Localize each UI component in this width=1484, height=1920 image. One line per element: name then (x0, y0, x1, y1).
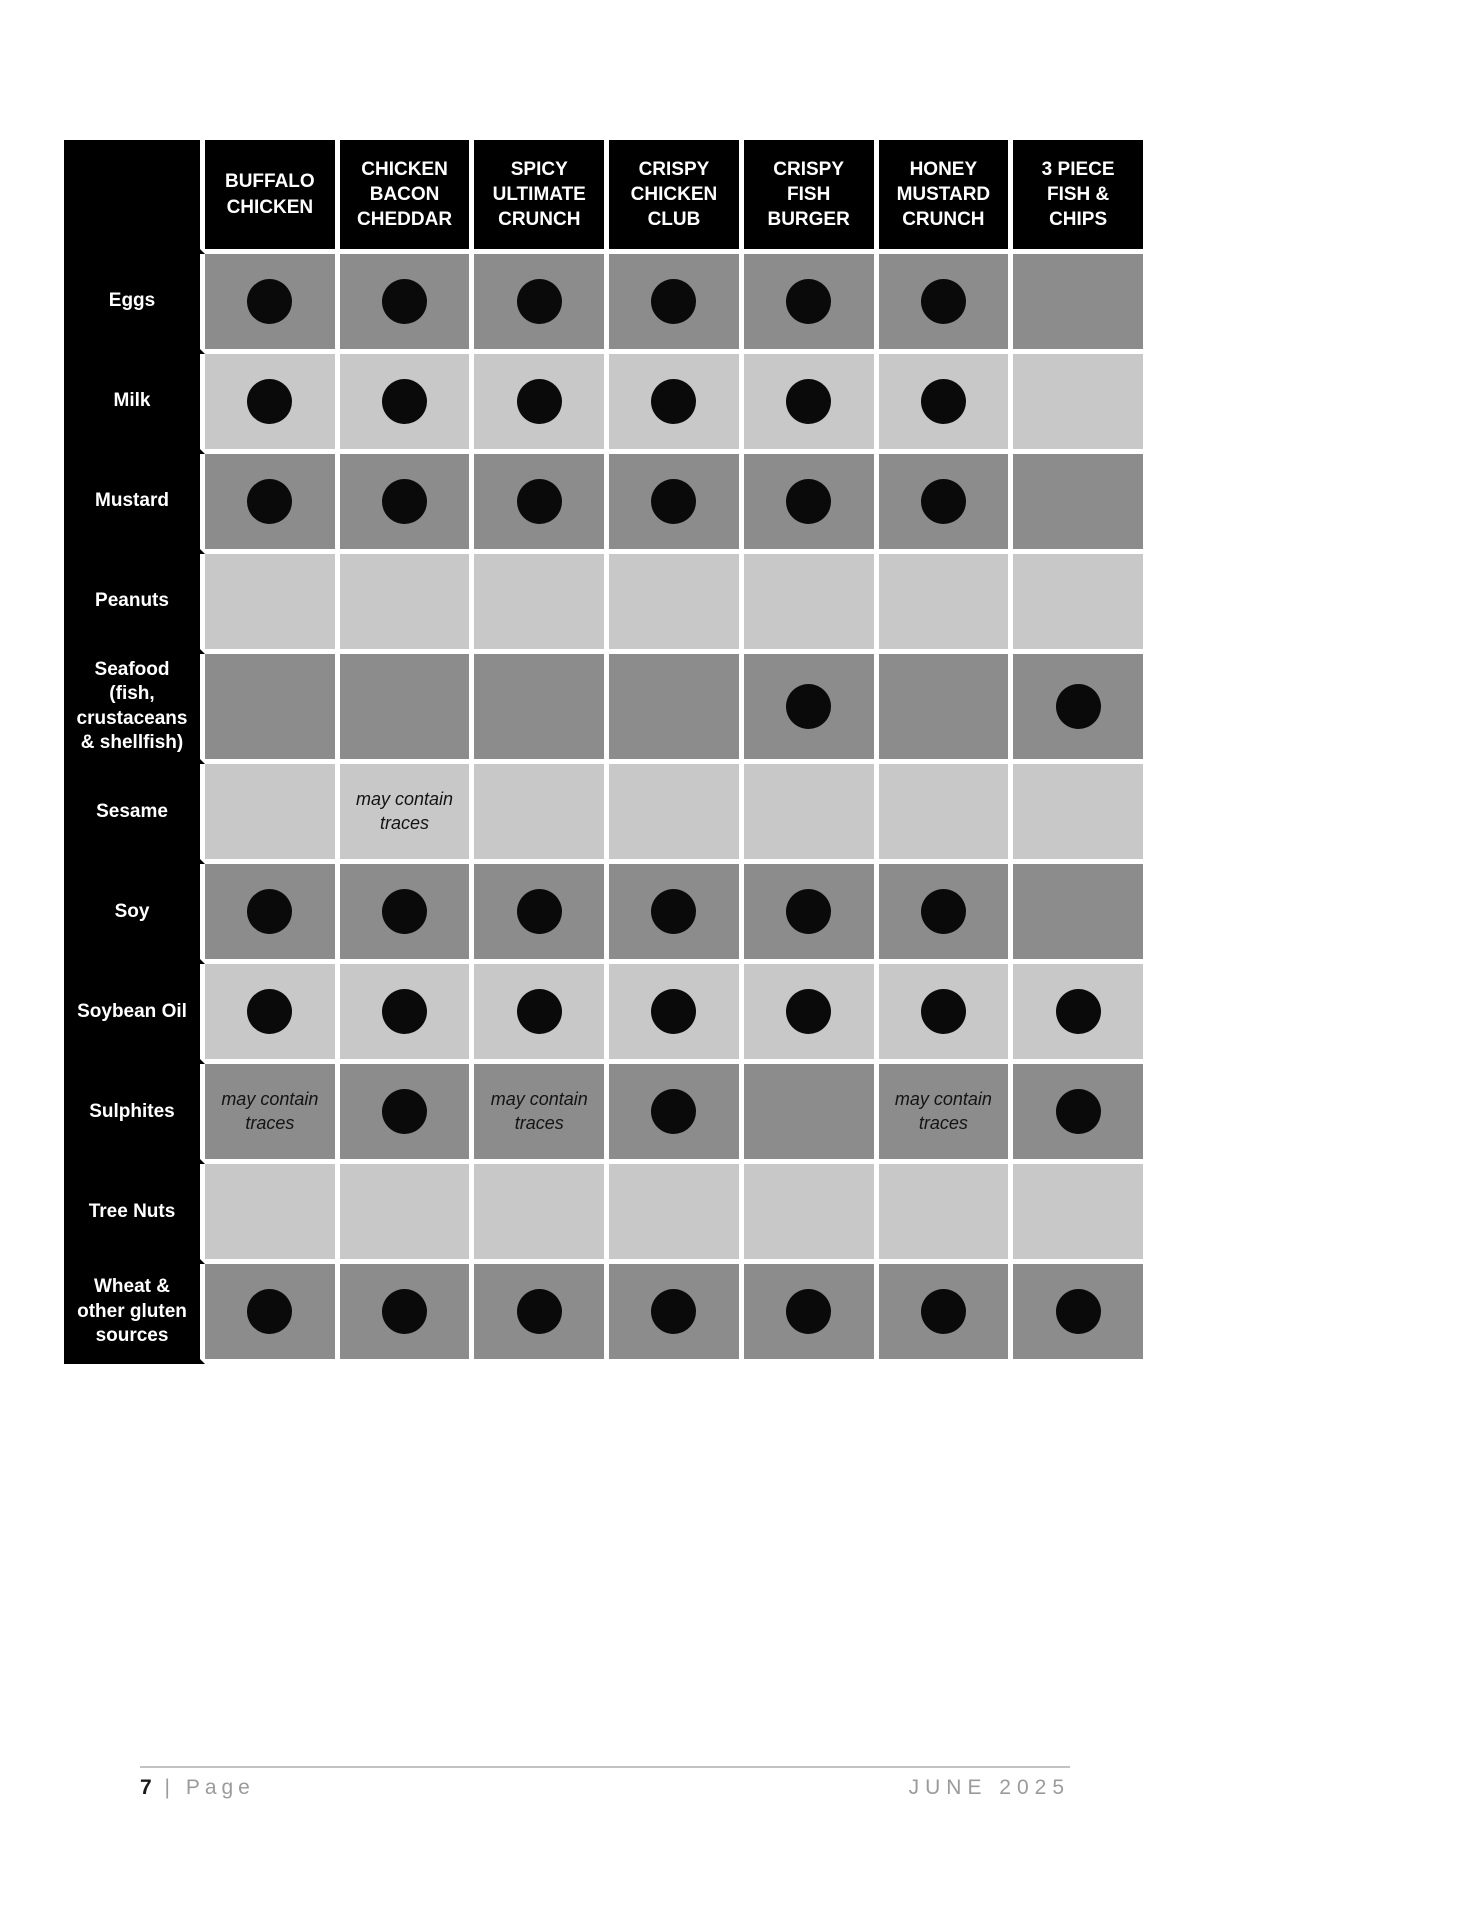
empty-cell (1013, 554, 1148, 654)
column-header: CHICKEN BACON CHEDDAR (340, 140, 475, 254)
empty-cell (744, 554, 879, 654)
allergen-dot-icon (517, 989, 562, 1034)
allergen-matrix-table (64, 140, 1148, 1364)
allergen-row (64, 254, 1148, 354)
allergen-dot-icon (517, 279, 562, 324)
allergen-dot-icon (921, 379, 966, 424)
allergen-present-cell (340, 354, 475, 454)
allergen-dot-icon (786, 889, 831, 934)
allergen-present-cell (340, 864, 475, 964)
allergen-present-cell (340, 964, 475, 1064)
empty-cell (1013, 354, 1148, 454)
header-row (64, 140, 1148, 254)
allergen-dot-icon (382, 479, 427, 524)
allergen-present-cell (609, 454, 744, 554)
allergen-dot-icon (247, 479, 292, 524)
allergen-present-cell (609, 254, 744, 354)
allergen-dot-icon (382, 379, 427, 424)
footer-date: JUNE 2025 (908, 1776, 1070, 1799)
allergen-dot-icon (247, 989, 292, 1034)
allergen-row (64, 654, 1148, 764)
column-header: CRISPY CHICKEN CLUB (609, 140, 744, 254)
allergen-dot-icon (517, 1289, 562, 1334)
allergen-present-cell (609, 964, 744, 1064)
allergen-present-cell (609, 1064, 744, 1164)
empty-cell (609, 1164, 744, 1264)
allergen-dot-icon (1056, 684, 1101, 729)
allergen-dot-icon (921, 279, 966, 324)
allergen-dot-icon (651, 889, 696, 934)
allergen-dot-icon (786, 479, 831, 524)
allergen-present-cell (1013, 964, 1148, 1064)
allergen-dot-icon (1056, 1089, 1101, 1134)
allergen-present-cell (879, 454, 1014, 554)
empty-cell (609, 654, 744, 764)
allergen-dot-icon (651, 279, 696, 324)
empty-cell (1013, 764, 1148, 864)
allergen-row (64, 964, 1148, 1064)
allergen-present-cell (205, 864, 340, 964)
allergen-dot-icon (786, 989, 831, 1034)
allergen-present-cell (205, 254, 340, 354)
allergen-dot-icon (247, 889, 292, 934)
empty-cell (205, 764, 340, 864)
page-label: | Page (164, 1776, 255, 1799)
row-label: Sulphites (64, 1064, 205, 1164)
empty-cell (205, 1164, 340, 1264)
allergen-dot-icon (247, 379, 292, 424)
table-header (64, 140, 1148, 254)
allergen-present-cell (744, 654, 879, 764)
allergen-dot-icon (382, 1089, 427, 1134)
allergen-row (64, 554, 1148, 654)
page-number: 7 (140, 1776, 154, 1799)
empty-cell (1013, 1164, 1148, 1264)
allergen-dot-icon (517, 379, 562, 424)
row-label: Wheat & other gluten sources (64, 1264, 205, 1364)
empty-cell (474, 654, 609, 764)
allergen-present-cell (879, 254, 1014, 354)
allergen-dot-icon (921, 1289, 966, 1334)
allergen-present-cell (474, 964, 609, 1064)
allergen-present-cell (609, 354, 744, 454)
may-contain-traces-text: may contain traces (221, 1089, 319, 1133)
allergen-present-cell (879, 354, 1014, 454)
allergen-row (64, 1164, 1148, 1264)
row-label: Tree Nuts (64, 1164, 205, 1264)
allergen-dot-icon (786, 279, 831, 324)
row-label: Seafood (fish, crustaceans & shellfish) (64, 654, 205, 764)
allergen-present-cell (744, 354, 879, 454)
allergen-present-cell (609, 1264, 744, 1364)
empty-cell (879, 1164, 1014, 1264)
allergen-row (64, 1264, 1148, 1364)
may-contain-traces-cell (205, 1064, 340, 1164)
allergen-dot-icon (382, 989, 427, 1034)
allergen-dot-icon (651, 1089, 696, 1134)
empty-cell (474, 554, 609, 654)
empty-cell (1013, 864, 1148, 964)
allergen-dot-icon (921, 989, 966, 1034)
may-contain-traces-cell (340, 764, 475, 864)
allergen-present-cell (474, 254, 609, 354)
allergen-present-cell (744, 1264, 879, 1364)
row-label: Soy (64, 864, 205, 964)
allergen-present-cell (474, 454, 609, 554)
allergen-dot-icon (1056, 989, 1101, 1034)
may-contain-traces-text: may contain traces (356, 789, 454, 833)
allergen-dot-icon (651, 379, 696, 424)
allergen-dot-icon (786, 1289, 831, 1334)
column-header: 3 PIECE FISH & CHIPS (1013, 140, 1148, 254)
allergen-dot-icon (517, 479, 562, 524)
row-label: Milk (64, 354, 205, 454)
may-contain-traces-cell (879, 1064, 1014, 1164)
empty-cell (205, 554, 340, 654)
allergen-row (64, 354, 1148, 454)
empty-cell (1013, 454, 1148, 554)
allergen-present-cell (474, 1264, 609, 1364)
corner-cell (64, 140, 205, 254)
allergen-present-cell (205, 454, 340, 554)
row-label: Sesame (64, 764, 205, 864)
column-header: CRISPY FISH BURGER (744, 140, 879, 254)
may-contain-traces-text: may contain traces (894, 1089, 992, 1133)
footer-divider (140, 1766, 1070, 1768)
allergen-present-cell (205, 964, 340, 1064)
allergen-dot-icon (382, 1289, 427, 1334)
allergen-present-cell (205, 1264, 340, 1364)
footer-row (140, 1776, 1070, 1800)
allergen-dot-icon (786, 684, 831, 729)
allergen-present-cell (609, 864, 744, 964)
empty-cell (609, 554, 744, 654)
allergen-present-cell (340, 454, 475, 554)
table-body (64, 254, 1148, 1364)
allergen-row (64, 454, 1148, 554)
empty-cell (609, 764, 744, 864)
allergen-dot-icon (382, 279, 427, 324)
allergen-dot-icon (786, 379, 831, 424)
allergen-present-cell (340, 1064, 475, 1164)
allergen-present-cell (879, 864, 1014, 964)
allergen-row (64, 864, 1148, 964)
allergen-dot-icon (1056, 1289, 1101, 1334)
allergen-row (64, 1064, 1148, 1164)
column-header: HONEY MUSTARD CRUNCH (879, 140, 1014, 254)
allergen-present-cell (340, 254, 475, 354)
allergen-present-cell (474, 354, 609, 454)
empty-cell (474, 1164, 609, 1264)
allergen-dot-icon (651, 1289, 696, 1334)
column-header: SPICY ULTIMATE CRUNCH (474, 140, 609, 254)
empty-cell (340, 554, 475, 654)
allergen-dot-icon (382, 889, 427, 934)
empty-cell (744, 1164, 879, 1264)
allergen-dot-icon (517, 889, 562, 934)
row-label: Eggs (64, 254, 205, 354)
may-contain-traces-text: may contain traces (490, 1089, 588, 1133)
allergen-dot-icon (247, 279, 292, 324)
allergen-present-cell (879, 964, 1014, 1064)
empty-cell (879, 654, 1014, 764)
empty-cell (879, 554, 1014, 654)
allergen-dot-icon (651, 989, 696, 1034)
row-label: Mustard (64, 454, 205, 554)
row-label: Peanuts (64, 554, 205, 654)
allergen-dot-icon (921, 479, 966, 524)
allergen-present-cell (744, 864, 879, 964)
allergen-dot-icon (921, 889, 966, 934)
page-footer (140, 1766, 1070, 1800)
empty-cell (1013, 254, 1148, 354)
allergen-present-cell (1013, 1264, 1148, 1364)
allergen-dot-icon (651, 479, 696, 524)
empty-cell (340, 1164, 475, 1264)
allergen-present-cell (474, 864, 609, 964)
allergen-present-cell (744, 454, 879, 554)
empty-cell (205, 654, 340, 764)
allergen-present-cell (744, 964, 879, 1064)
empty-cell (474, 764, 609, 864)
empty-cell (744, 764, 879, 864)
footer-page-number (140, 1776, 255, 1800)
allergen-present-cell (205, 354, 340, 454)
allergen-dot-icon (247, 1289, 292, 1334)
column-header: BUFFALO CHICKEN (205, 140, 340, 254)
may-contain-traces-cell (474, 1064, 609, 1164)
allergen-present-cell (744, 254, 879, 354)
allergen-row (64, 764, 1148, 864)
allergen-present-cell (1013, 1064, 1148, 1164)
empty-cell (879, 764, 1014, 864)
empty-cell (340, 654, 475, 764)
allergen-present-cell (340, 1264, 475, 1364)
row-label: Soybean Oil (64, 964, 205, 1064)
allergen-present-cell (879, 1264, 1014, 1364)
empty-cell (744, 1064, 879, 1164)
allergen-present-cell (1013, 654, 1148, 764)
